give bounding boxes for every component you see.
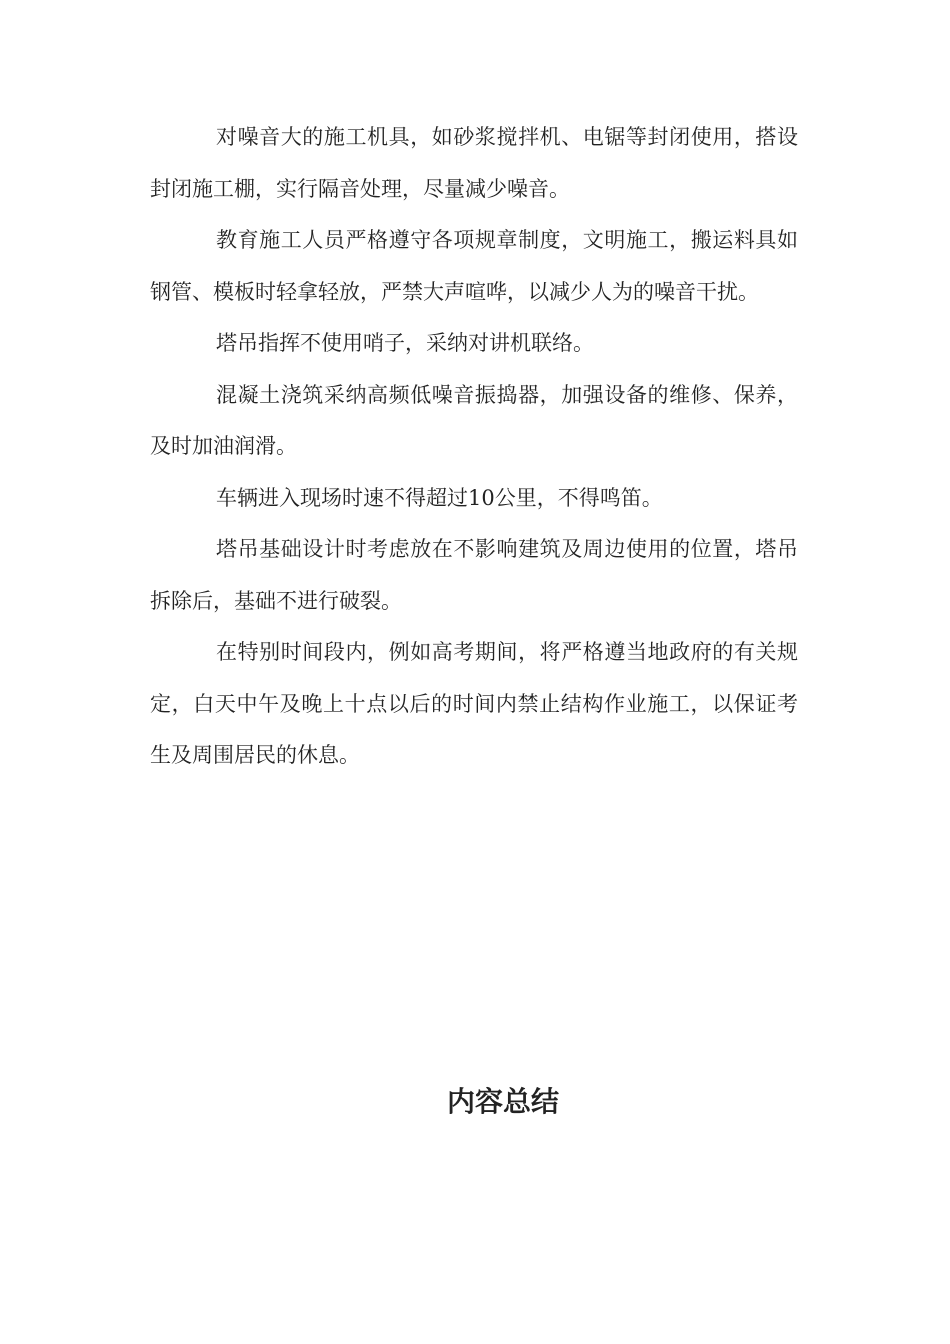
paragraph-special-period: 在特别时间段内，例如高考期间，将严格遵当地政府的有关规定，白天中午及晚上十点以后的时间内禁止结构作业施工，以保证考生及周围居民的休息。 [150,640,798,767]
document-body [150,112,798,782]
paragraph-vehicle-speed: 车辆进入现场时速不得超过10公里，不得鸣笛。 [216,485,663,510]
paragraph-noise-equipment: 对噪音大的施工机具，如砂浆搅拌机、电锯等封闭使用，搭设封闭施工棚，实行隔音处理，尽量减少噪音。 [150,125,798,201]
paragraph-crane-foundation: 塔吊基础设计时考虑放在不影响建筑及周边使用的位置，塔吊拆除后，基础不进行破裂。 [150,537,798,613]
paragraph-worker-education: 教育施工人员严格遵守各项规章制度，文明施工，搬运料具如钢管、模板时轻拿轻放，严禁大声喧哗，以减少人为的噪音干扰。 [150,228,798,304]
summary-heading: 内容总结 [446,1085,559,1118]
paragraph-concrete-vibrator: 混凝土浇筑采纳高频低噪音振捣器，加强设备的维修、保养，及时加油润滑。 [150,382,798,458]
paragraph-tower-crane-signal: 塔吊指挥不使用哨子，采纳对讲机联络。 [216,331,594,355]
